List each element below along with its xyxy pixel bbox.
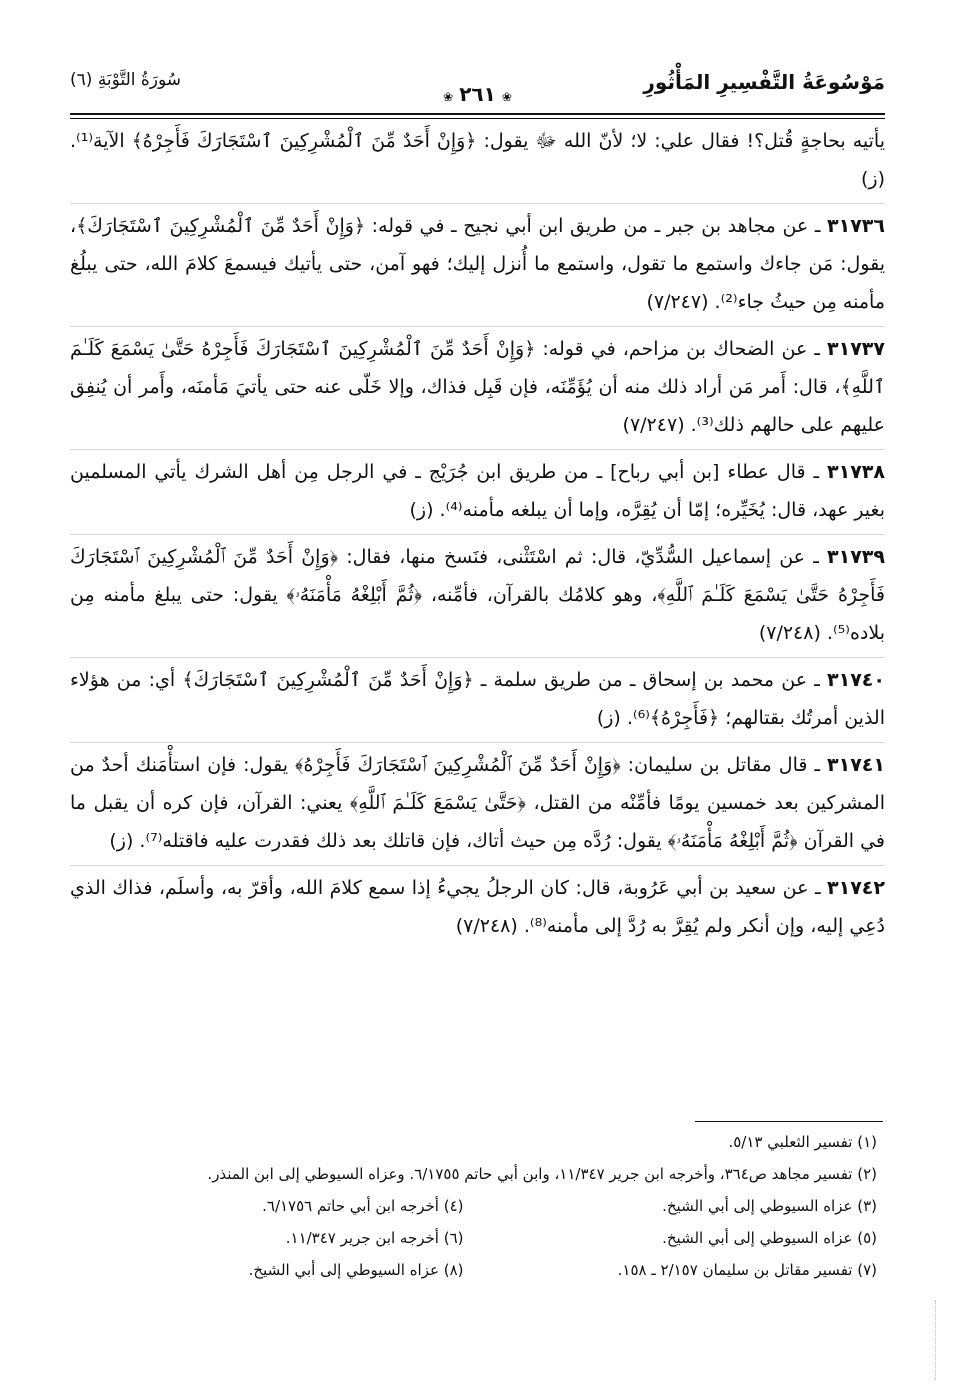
narration-number: ٣١٧٤٠ <box>827 669 885 691</box>
narration-number: ٣١٧٤٢ <box>827 877 885 899</box>
paragraph-text: ـ عن الضحاك بن مزاحم، في قوله: ﴿وَإِنْ أَحَدٌ مِّنَ ٱلْمُشْرِكِينَ ٱسْتَجَارَكَ فَأَجِرْهُ حَتَّىٰ يَسْمَعَ كَلَـٰمَ ٱللَّهِ﴾، قال: أَمر مَن أراد ذلك منه أن يُؤَمِّنَه، فإن قَبِل فذاك، وإلا خَلّى عنه حتى يأتيَ مَأمنَه، وأَمر أن يُنفِق عليهم على حالهم ذلك⁽³⁾. (٧/٢٤٧) <box>70 338 885 436</box>
paragraph-text: ـ قال مقاتل بن سليمان: ﴿وَإِنْ أَحَدٌ مِّنَ ٱلْمُشْرِكِينَ ٱسْتَجَارَكَ فَأَجِرْهُ﴾ يقول: فإن استأْمَنك أحدٌ من المشركين بعد خمسين يومًا فأمِّنْه من القتل، ﴿حَتَّىٰ يَسْمَعَ كَلَـٰمَ ٱللَّهِ﴾ يعني: القرآن، فإن كره أن يقبل ما في القرآن ﴿ثُمَّ أَبْلِغْهُ مَأْمَنَهُۥ﴾ يقول: رُدَّه مِن حيث أتاك، فإن قاتلك بعد ذلك فقدرت عليه فاقتله⁽⁷⁾. (ز) <box>70 754 885 852</box>
paragraph-text: ـ عن مجاهد بن جبر ـ من طريق ابن أبي نجيح ـ في قوله: ﴿وَإِنْ أَحَدٌ مِّنَ ٱلْمُشْرِكِينَ ٱسْتَجَارَكَ﴾، يقول: مَن جاءك واستمع ما تقول، واستمع ما أُنزل إليك؛ فهو آمن، حتى يأتيك فيسمعَ كلامَ الله، حتى يبلُغ مأمنه مِن حيثُ جاء⁽²⁾. (٧/٢٤٧) <box>70 215 885 313</box>
paragraph <box>70 534 885 652</box>
paragraph <box>70 326 885 444</box>
footnote: (٤) أخرجه ابن أبي حاتم ٦/١٧٥٦. <box>262 1197 464 1215</box>
footnotes <box>70 1126 877 1286</box>
ornament-icon: ❀ <box>501 90 512 104</box>
page-number <box>70 82 885 106</box>
paragraph <box>70 657 885 737</box>
page-number-text: ٢٦١ <box>459 82 496 106</box>
footnote: (١) تفسير الثعلبي ٥/١٣. <box>728 1133 877 1151</box>
paragraph-text: ـ عن محمد بن إسحاق ـ من طريق سلمة ـ ﴿وَإِنْ أَحَدٌ مِّنَ ٱلْمُشْرِكِينَ ٱسْتَجَارَكَ﴾ أي: من هؤلاء الذين أمرتُك بقتالهم؛ ﴿فَأَجِرْهُ﴾⁽⁶⁾. (ز) <box>70 669 885 729</box>
ornament-icon: ❀ <box>443 90 454 104</box>
footnote-grid <box>70 1190 877 1286</box>
paragraph-text: ـ عن سعيد بن أبي عَرُوبة، قال: كان الرجلُ يجيءُ إذا سمع كلامَ الله، وأقرّ به، وأسلَم، فذاك الذي دُعِي إليه، وإن أنكر ولم يُقِرَّ به رُدَّ إلى مأمنه⁽⁸⁾. (٧/٢٤٨) <box>70 877 885 937</box>
paragraph <box>70 203 885 321</box>
paragraph <box>70 865 885 945</box>
main-text <box>70 122 885 945</box>
paragraph <box>70 449 885 529</box>
narration-number: ٣١٧٣٦ <box>827 215 885 237</box>
page-edge-mark <box>935 1300 937 1380</box>
footnote: (٦) أخرجه ابن جرير ١١/٣٤٧. <box>285 1229 464 1247</box>
narration-number: ٣١٧٣٩ <box>827 546 885 568</box>
header-rule-thin <box>70 118 885 119</box>
page-header <box>70 62 885 106</box>
header-rule <box>70 113 885 115</box>
narration-number: ٣١٧٤١ <box>827 754 885 776</box>
footnote-rule <box>695 1121 883 1122</box>
footnote: (٢) تفسير مجاهد ص٣٦٤، وأخرجه ابن جرير ١١/٣٤٧، وابن أبي حاتم ٦/١٧٥٥. وعزاه السيوطي إلى ابن المنذر. <box>207 1165 877 1183</box>
footnote: (٧) تفسير مقاتل بن سليمان ٢/١٥٧ ـ ١٥٨. <box>617 1261 877 1279</box>
footnote: (٨) عزاه السيوطي إلى أبي الشيخ. <box>248 1261 464 1279</box>
narration-number: ٣١٧٣٨ <box>827 461 885 483</box>
paragraph-text: ـ قال عطاء [بن أبي رباح] ـ من طريق ابن جُرَيْج ـ في الرجل مِن أهل الشرك يأتي المسلمين بغير عهد، قال: يُخَيِّره؛ إمّا أن يُقِرَّه، وإما أن يبلغه مأمنه⁽⁴⁾. (ز) <box>70 461 885 521</box>
surah-label: سُورَةُ التَّوْبَةِ (٦) <box>70 70 182 90</box>
book-title: مَوْسُوعَةُ التَّفْسِيرِ المَأْثُورِ <box>643 70 885 94</box>
footnote: (٣) عزاه السيوطي إلى أبي الشيخ. <box>662 1197 877 1215</box>
narration-number: ٣١٧٣٧ <box>827 338 885 360</box>
paragraph <box>70 122 885 198</box>
paragraph <box>70 742 885 860</box>
paragraph-text: يأتيه بحاجةٍ قُتل؟! فقال علي: لا؛ لأنّ الله ﷻ يقول: ﴿وَإِنْ أَحَدٌ مِّنَ ٱلْمُشْرِكِينَ ٱسْتَجَارَكَ فَأَجِرْهُ﴾ الآية⁽¹⁾. (ز) <box>70 130 885 190</box>
paragraph-text: ـ عن إسماعيل السُّدِّيّ، قال: ثم اسْتَثْنى، فنَسخ منها، فقال: ﴿وَإِنْ أَحَدٌ مِّنَ ٱلْمُشْرِكِينَ ٱسْتَجَارَكَ فَأَجِرْهُ حَتَّىٰ يَسْمَعَ كَلَـٰمَ ٱللَّهِ﴾، وهو كلامُك بالقرآن، فأمِّنه، ﴿ثُمَّ أَبْلِغْهُ مَأْمَنَهُۥ﴾ يقول: حتى يبلغ مأمنه مِن بلاده⁽⁵⁾. (٧/٢٤٨) <box>70 546 885 644</box>
footnote: (٥) عزاه السيوطي إلى أبي الشيخ. <box>662 1229 877 1247</box>
